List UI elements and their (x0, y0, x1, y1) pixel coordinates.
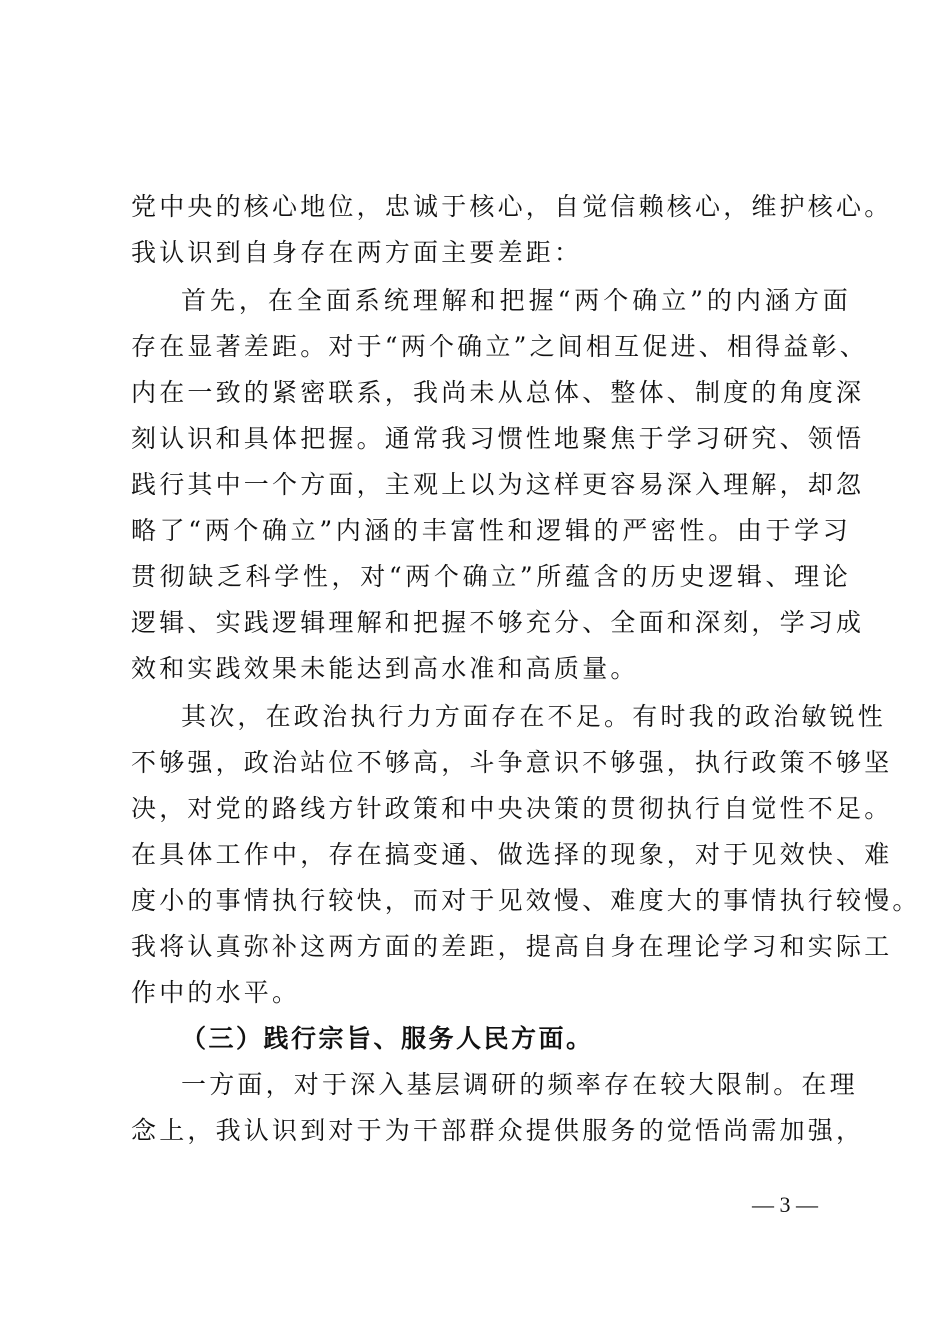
page-number: — 3 — (752, 1192, 818, 1217)
paragraph-line: 党中央的核心地位，忠诚于核心，自觉信赖核心，维护核心。 (131, 192, 893, 221)
paragraph-line: 决，对党的路线方针政策和中央决策的贯彻执行自觉性不足。 (131, 794, 893, 823)
paragraph-line: 念上，我认识到对于为干部群众提供服务的觉悟尚需加强， (131, 1116, 865, 1145)
paragraph-line: 践行其中一个方面，主观上以为这样更容易深入理解，却忽 (131, 470, 865, 499)
paragraph-line: 不够强，政治站位不够高，斗争意识不够强，执行政策不够坚 (131, 748, 893, 777)
paragraph-line: 度小的事情执行较快，而对于见效慢、难度大的事情执行较慢。 (131, 886, 921, 915)
paragraph-line: 存在显著差距。对于“两个确立”之间相互促进、相得益彰、 (131, 332, 868, 361)
paragraph-line: 内在一致的紧密联系，我尚未从总体、整体、制度的角度深 (131, 378, 865, 407)
section-heading: （三）践行宗旨、服务人民方面。 (181, 1024, 594, 1053)
paragraph-line: 作中的水平。 (131, 978, 301, 1007)
paragraph-line: 略了“两个确立”内涵的丰富性和逻辑的严密性。由于学习 (131, 516, 851, 545)
paragraph-line: 一方面，对于深入基层调研的频率存在较大限制。在理 (181, 1070, 858, 1099)
paragraph-line: 效和实践效果未能达到高水准和高质量。 (131, 654, 639, 683)
paragraph-line: 我认识到自身存在两方面主要差距： (131, 238, 583, 267)
paragraph-line: 我将认真弥补这两方面的差距，提高自身在理论学习和实际工 (131, 932, 893, 961)
paragraph-line: 贯彻缺乏科学性，对“两个确立”所蕴含的历史逻辑、理论 (131, 562, 851, 591)
paragraph-line: 在具体工作中，存在搞变通、做选择的现象，对于见效快、难 (131, 840, 893, 869)
paragraph-line: 刻认识和具体把握。通常我习惯性地聚焦于学习研究、领悟 (131, 424, 865, 453)
paragraph-line: 逻辑、实践逻辑理解和把握不够充分、全面和深刻，学习成 (131, 608, 865, 637)
paragraph-line: 其次，在政治执行力方面存在不足。有时我的政治敏锐性 (181, 702, 887, 731)
paragraph-line: 首先，在全面系统理解和把握“两个确立”的内涵方面 (181, 286, 851, 315)
